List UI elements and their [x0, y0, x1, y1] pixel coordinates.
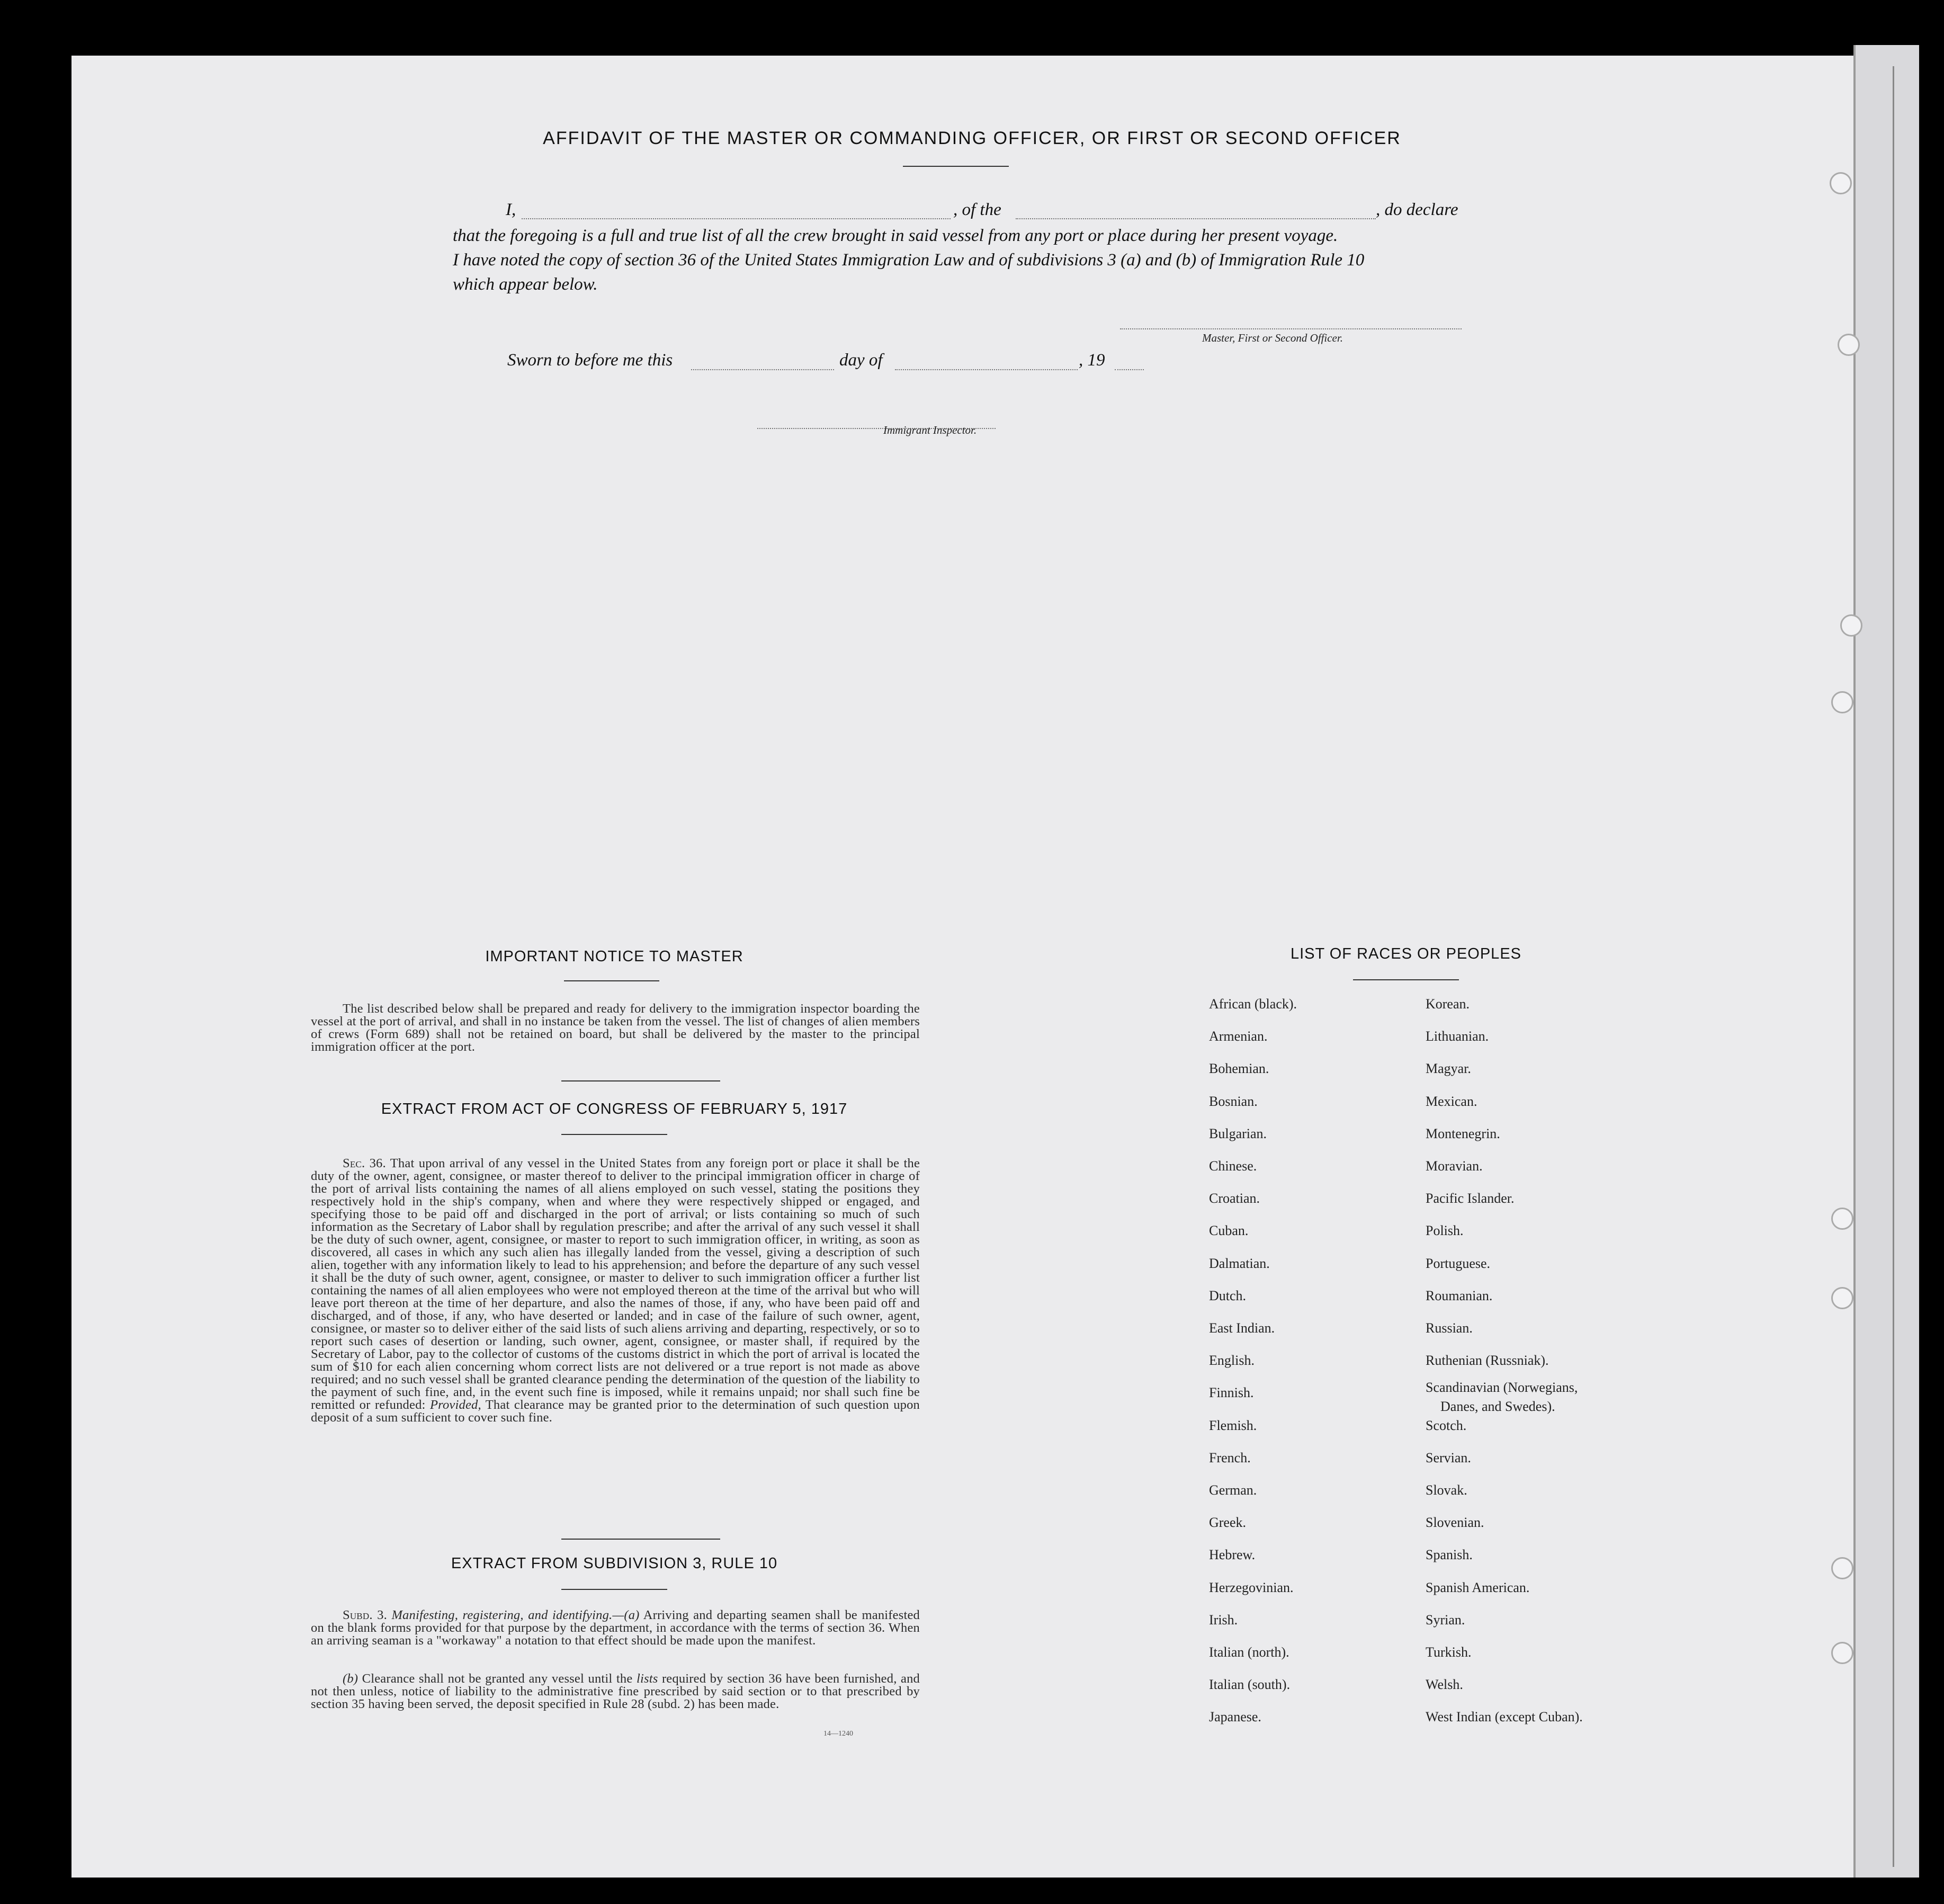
of-the-label: , of the	[953, 200, 1001, 219]
race-item: Mexican.	[1426, 1093, 1477, 1109]
binder-hole	[1831, 691, 1853, 713]
day-of-label: day of	[839, 351, 883, 370]
year-blank	[1115, 369, 1144, 370]
race-item: Slovenian.	[1426, 1515, 1484, 1531]
rule-a-body: Arriving and departing seamen shall be manifested on the blank forms provided for that purpose by the department, in accordance with the terms of section 36. When an arriving seaman is a "workaway" a notation to that effect should be made upon the manifest.	[311, 1608, 920, 1648]
race-item: Scotch.	[1426, 1417, 1467, 1433]
month-blank	[895, 369, 1078, 370]
divider	[561, 1080, 720, 1081]
race-item-continuation: Danes, and Swedes).	[1440, 1399, 1555, 1415]
race-item: Bohemian.	[1209, 1061, 1269, 1077]
affidavit-line-3: which appear below.	[453, 275, 598, 294]
race-item: Greek.	[1209, 1515, 1247, 1531]
race-item: Armenian.	[1209, 1029, 1268, 1044]
race-item: Bosnian.	[1209, 1093, 1258, 1109]
race-item: Syrian.	[1426, 1612, 1465, 1628]
race-item: Irish.	[1209, 1612, 1238, 1628]
race-item: West Indian (except Cuban).	[1426, 1709, 1583, 1725]
master-signature-line	[1120, 328, 1462, 329]
races-right-column	[1426, 997, 1664, 1738]
race-item: Turkish.	[1426, 1644, 1472, 1660]
race-item: Polish.	[1426, 1223, 1464, 1239]
act-body: That upon arrival of any vessel in the United States from any foreign port or place it shall be the duty of the owner, agent, consignee, or master thereof to deliver to the principal immigration officer in charge of the port of arrival lists containing the names of all aliens employed on such vessel, stating the positions they respectively hold in the ship's company, when and where they were respectively shipped or engaged, and specifying those to be paid off and discharged in the port of arrival; or lists containing so much of such information as the Secretary of Labor shall by regulation prescribe; and after the arrival of any such vessel it shall be the duty of such owner, agent, consignee, or master to report to such immigration officer, in writing, as soon as discovered, all cases in which any such alien has illegally landed from the vessel, giving a description of such alien, together with any information likely to lead to his apprehension; and before the departure of any such vessel it shall be the duty of such owner, agent, consignee, or master to deliver to such immigration officer a further list containing the names of all alien employees who were not employed thereon at the time of the arrival but who will leave port thereon at the time of her departure, and also the names of those, if any, who have been paid off and discharged, and of those, if any, who have deserted or landed; and in case of the failure of such owner, agent, consignee, or master so to deliver either of the said lists of such aliens arriving and departing, respectively, or so to report such cases of desertion or landing, such owner, agent, consignee, or master shall, if required by the Secretary of Labor, pay to the collector of customs of the customs district in which the port of arrival is located the sum of $10 for each alien concerning whom correct lists are not delivered or a true report is not made as above required; and no such vessel shall be granted clearance pending the determination of the question of the liability to the payment of such fine, and, in the event such fine is imposed, while it remains unpaid; nor shall such fine be remitted or refunded:	[311, 1156, 920, 1412]
act-proviso-text: That clearance may be granted prior to the determination of such question upon deposit of a sum sufficient to cover such fine.	[311, 1398, 920, 1425]
race-item: Dalmatian.	[1209, 1255, 1270, 1271]
race-item: Spanish.	[1426, 1547, 1473, 1563]
divider	[561, 1539, 720, 1540]
binder-hole	[1840, 614, 1862, 637]
do-declare-label: , do declare	[1376, 200, 1458, 219]
race-item: Servian.	[1426, 1450, 1471, 1465]
binder-hole	[1830, 172, 1852, 194]
binder-hole	[1831, 1208, 1853, 1230]
races-title: LIST OF RACES OR PEOPLES	[1290, 945, 1522, 962]
race-item: Hebrew.	[1209, 1547, 1256, 1563]
race-item: Scandinavian (Norwegians,	[1426, 1380, 1578, 1396]
race-item: Russian.	[1426, 1320, 1473, 1336]
race-item: Korean.	[1426, 996, 1470, 1012]
page-edge	[1853, 45, 1919, 1878]
rule-subd-label: Subd. 3.	[343, 1608, 387, 1622]
notice-text: The list described below shall be prepared and ready for delivery to the immigration inspector boarding the vessel at the port of arrival, and shall in no instance be taken from the vessel. The list of changes of alien members of crews (Form 689) shall not be retained on board, but shall be delivered by the master to the principal immigration officer at the port.	[311, 1002, 920, 1054]
act-title: EXTRACT FROM ACT OF CONGRESS OF FEBRUARY 5, 1917	[381, 1101, 848, 1118]
races-left-column	[1209, 997, 1421, 1738]
race-item: Croatian.	[1209, 1191, 1260, 1206]
affidavit-title: AFFIDAVIT OF THE MASTER OR COMMANDING OFFICER, OR FIRST OR SECOND OFFICER	[543, 128, 1401, 148]
race-item: Lithuanian.	[1426, 1029, 1489, 1044]
rule-subd-heading: Manifesting, registering, and identifying.—(a)	[391, 1608, 640, 1622]
notice-title: IMPORTANT NOTICE TO MASTER	[485, 948, 743, 965]
race-item: Montenegrin.	[1426, 1125, 1500, 1141]
act-text	[311, 1157, 920, 1424]
race-item: Finnish.	[1209, 1385, 1254, 1401]
race-item: Roumanian.	[1426, 1288, 1493, 1303]
rule-b-label: (b)	[343, 1671, 359, 1686]
divider	[564, 980, 659, 981]
rule-title: EXTRACT FROM SUBDIVISION 3, RULE 10	[451, 1555, 778, 1572]
day-blank	[691, 369, 834, 370]
affidavit-line-1: that the foregoing is a full and true list of all the crew brought in said vessel from any port or place during her present voyage.	[453, 226, 1338, 245]
rule-text-b	[311, 1673, 920, 1711]
binder-hole	[1838, 334, 1860, 356]
rule-b-body-1: Clearance shall not be granted any vessel until the	[362, 1671, 633, 1686]
race-item: African (black).	[1209, 996, 1297, 1012]
race-item: Japanese.	[1209, 1709, 1261, 1725]
race-item: Italian (north).	[1209, 1644, 1289, 1660]
divider	[903, 166, 1009, 167]
form-number: 14—1240	[823, 1730, 853, 1738]
race-item: Welsh.	[1426, 1677, 1463, 1693]
race-item: Chinese.	[1209, 1158, 1257, 1174]
race-item: German.	[1209, 1482, 1257, 1498]
rule-text-a	[311, 1609, 920, 1647]
act-proviso-label: Provided,	[429, 1398, 481, 1412]
race-item: Cuban.	[1209, 1223, 1249, 1239]
race-item: Flemish.	[1209, 1417, 1257, 1433]
race-item: Magyar.	[1426, 1061, 1471, 1077]
affidavit-i-label: I,	[506, 200, 516, 219]
act-section-label: Sec. 36.	[343, 1156, 386, 1170]
binder-hole	[1831, 1642, 1853, 1664]
race-item: Bulgarian.	[1209, 1125, 1267, 1141]
race-item: Italian (south).	[1209, 1677, 1291, 1693]
affidavit-line-2: I have noted the copy of section 36 of the United States Immigration Law and of subdivisions 3 (a) and (b) of Immigration Rule 10	[453, 251, 1365, 270]
race-item: Pacific Islander.	[1426, 1191, 1515, 1206]
vessel-blank	[1016, 218, 1376, 219]
race-item: Moravian.	[1426, 1158, 1483, 1174]
race-item: Spanish American.	[1426, 1579, 1530, 1595]
master-signature-label: Master, First or Second Officer.	[1202, 332, 1343, 344]
sworn-label: Sworn to before me this	[507, 351, 673, 370]
race-item: English.	[1209, 1353, 1255, 1369]
name-blank	[522, 218, 951, 219]
divider	[561, 1134, 667, 1135]
divider	[1353, 979, 1459, 980]
race-item: French.	[1209, 1450, 1251, 1465]
race-item: Portuguese.	[1426, 1255, 1491, 1271]
race-item: East Indian.	[1209, 1320, 1275, 1336]
binder-hole	[1831, 1557, 1853, 1579]
binder-hole	[1831, 1287, 1853, 1309]
rule-b-lists: lists	[636, 1671, 658, 1686]
race-item: Herzegovinian.	[1209, 1579, 1294, 1595]
divider	[561, 1589, 667, 1590]
race-item: Ruthenian (Russniak).	[1426, 1353, 1549, 1369]
race-item: Dutch.	[1209, 1288, 1247, 1303]
rule-b-body-2: required by section 36 have been furnished, and not then unless, notice of liability to the administrative fine prescribed by said section or to that prescribed by section 35 having been served, the deposit specified in Rule 28 (subd. 2) has been made.	[311, 1671, 920, 1711]
year-label: , 19	[1079, 351, 1105, 370]
inspector-label: Immigrant Inspector.	[883, 424, 977, 436]
race-item: Slovak.	[1426, 1482, 1467, 1498]
